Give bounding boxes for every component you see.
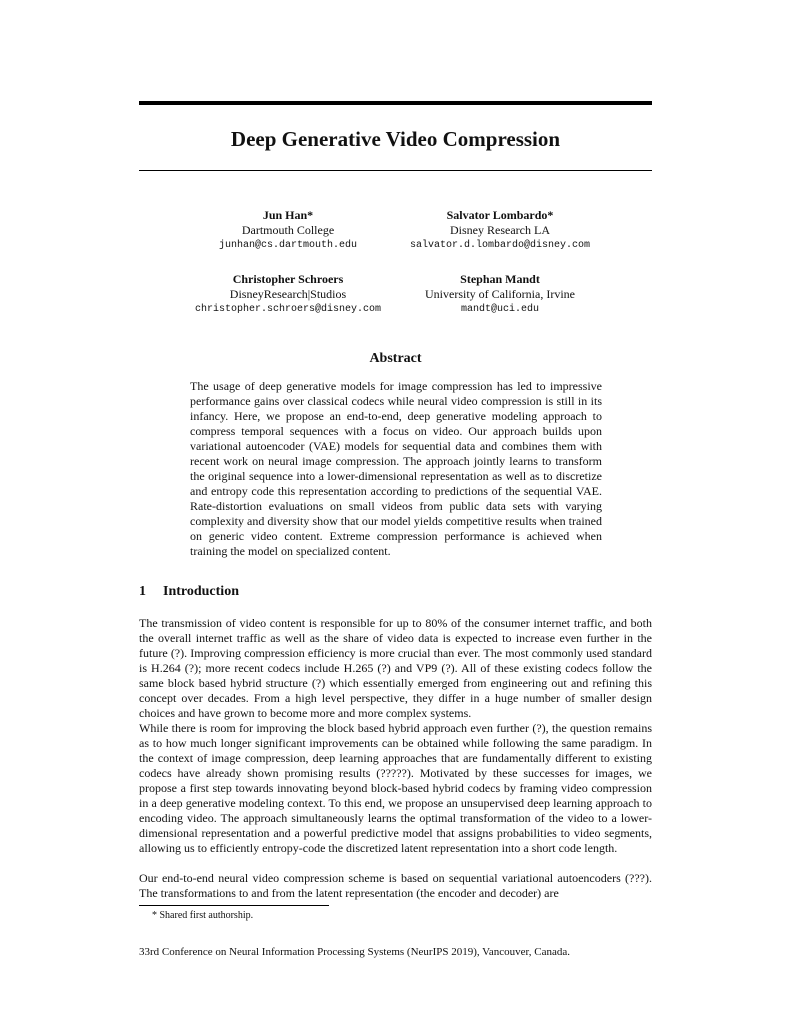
footnote-rule [139,905,329,906]
abstract-text: The usage of deep generative models for image compression has led to impressive performance gains over classical codecs while neural video compression is still in its infancy. Here, we propose an end-to-end, deep generative modeling approach to compress temporal sequences with a focus on video. Our approach builds upon variational autoencoder (VAE) models for sequential data and combines them with recent work on neural image compression. The approach jointly learns to transform the original sequence into a lower-dimensional representation as well as to discretize and entropy code this representation according to predictions of the sequential VAE. Rate-distortion evaluations on small videos from public data sets with varying complexity and diversity show that our model yields competitive results when trained on generic video content. Extreme compression performance is achieved when training the model on specialized content. [190,379,602,558]
author-name: Salvator Lombardo* [446,208,554,222]
body-paragraph: The transmission of video content is responsible for up to 80% of the consumer internet traffic, and both the overall internet traffic as well as the share of video data is expected to increase even further in the future (?). Improving compression efficiency is more crucial than ever. The most commonly used standard is H.264 (?); more recent codecs include H.265 (?) and VP9 (?). All of these existing codecs follow the same block based hybrid structure (?) which essentially emerged from engineering out and refining this concept over decades. From a high level perspective, they differ in a huge number of smaller design choices and have grown to become more and more complex systems. [139,616,652,720]
author-email: junhan@cs.dartmouth.edu [218,240,358,251]
title-bottom-rule [139,170,652,171]
author-email: salvator.d.lombardo@disney.com [409,240,591,251]
abstract-heading: Abstract [369,351,422,366]
author-affiliation: Disney Research LA [450,223,550,237]
author-affiliation: Dartmouth College [241,223,335,237]
section-number: 1 [139,584,146,599]
author-block [370,272,630,318]
body-paragraph: Our end-to-end neural video compression scheme is based on sequential variational autoencoders (???). The transformations to and from the latent representation (the encoder and decoder) are [139,871,652,900]
conference-note: 33rd Conference on Neural Information Processing Systems (NeurIPS 2019), Vancouver, Canada. [139,946,571,958]
section-title: Introduction [163,584,239,599]
footnote: * Shared first authorship. [152,910,254,921]
paper-title: Deep Generative Video Compression [230,127,561,151]
author-affiliation: DisneyResearch|Studios [229,287,347,301]
author-name: Christopher Schroers [232,272,344,286]
author-affiliation: University of California, Irvine [425,287,575,301]
body-paragraph: While there is room for improving the block based hybrid approach even further (?), the question remains as to how much longer significant improvements can be obtained while following the same paradigm. In the context of image compression, deep learning approaches that are fundamentally different to existing codecs have already shown promising results (?????). Motivated by these successes for images, we propose a first step towards innovating beyond block-based hybrid codecs by framing video compression in a deep generative modeling context. To this end, we propose an unsupervised deep learning approach to encoding video. The approach simultaneously learns the optimal transformation of the video to a lower-dimensional representation and a powerful predictive model that assigns probabilities to video segments, allowing us to efficiently entropy-code the discretized latent representation into a short code length. [139,721,652,855]
author-email: christopher.schroers@disney.com [194,304,382,315]
author-email: mandt@uci.edu [460,304,539,315]
title-top-rule [139,101,652,105]
author-name: Stephan Mandt [460,272,540,286]
author-block [370,208,630,254]
author-name: Jun Han* [262,208,314,222]
section-heading [139,584,239,600]
